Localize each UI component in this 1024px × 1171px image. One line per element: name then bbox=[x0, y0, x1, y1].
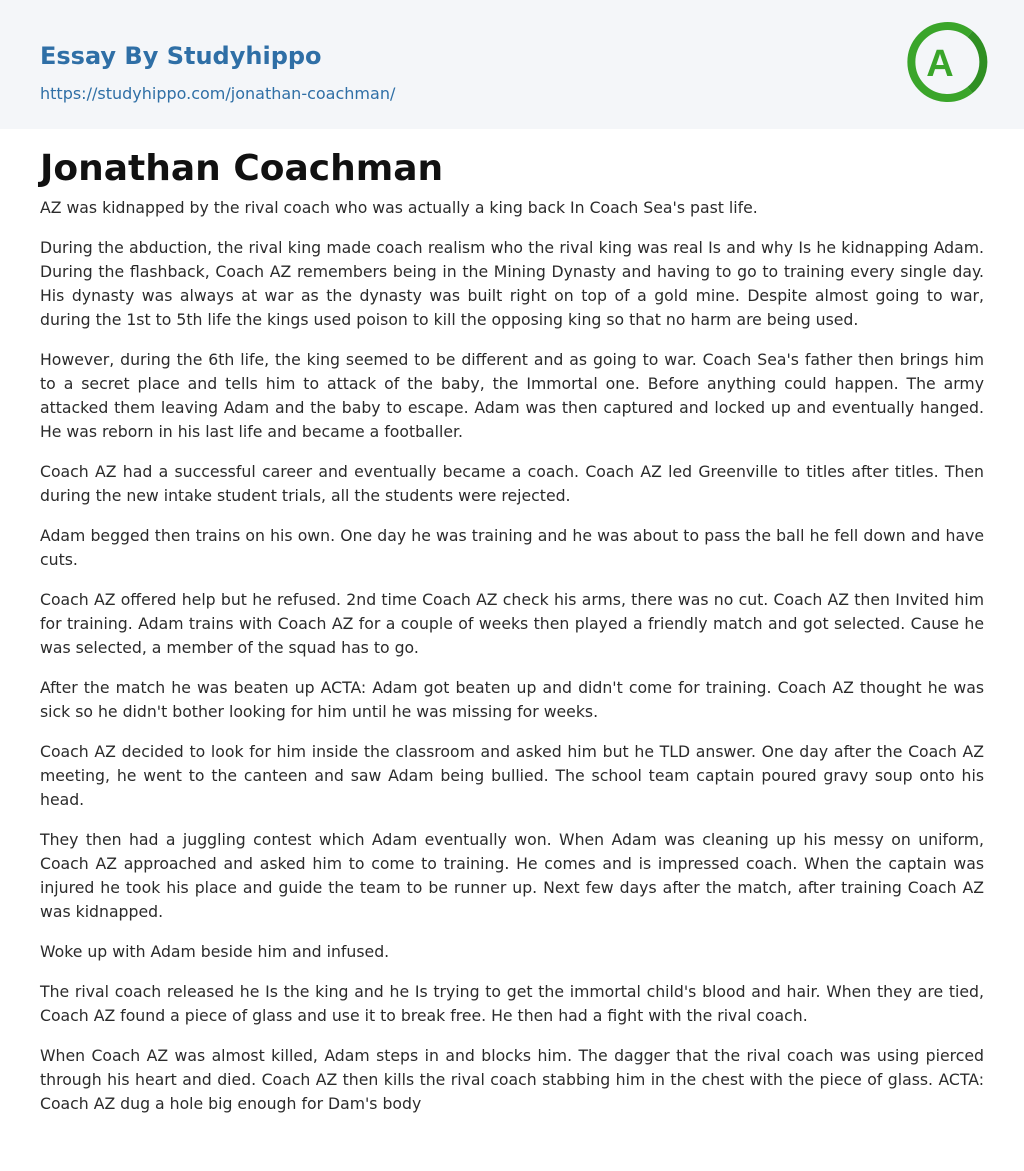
brand-title: Essay By Studyhippo bbox=[40, 42, 322, 70]
paragraph: The rival coach released he Is the king and he Is trying to get the immortal child's blood and hair. When they are tied, Coach AZ found a piece of glass and use it to break free. He then had a fight with the rival coach. bbox=[40, 982, 984, 1025]
paragraph: Coach AZ had a successful career and eventually became a coach. Coach AZ led Greenville to titles after titles. Then during the new intake student trials, all the students were rejected. bbox=[40, 462, 984, 505]
article-body bbox=[0, 129, 1024, 1116]
studyhippo-logo-icon[interactable] bbox=[904, 20, 988, 104]
paragraph: AZ was kidnapped by the rival coach who was actually a king back In Coach Sea's past life. bbox=[40, 198, 758, 217]
logo-letter: A bbox=[926, 43, 954, 85]
site-header bbox=[0, 0, 1024, 129]
paragraph: Coach AZ offered help but he refused. 2nd time Coach AZ check his arms, there was no cut. Coach AZ then Invited him for training. Adam trains with Coach AZ for a couple of weeks then played a friendly match and got selected. Cause he was selected, a member of the squad has to go. bbox=[40, 590, 984, 657]
essay-url-link[interactable]: https://studyhippo.com/jonathan-coachman/ bbox=[40, 84, 396, 103]
page-title: Jonathan Coachman bbox=[40, 148, 444, 189]
paragraph: After the match he was beaten up ACTA: Adam got beaten up and didn't come for training. Coach AZ thought he was sick so he didn't bother looking for him until he was missing for weeks. bbox=[40, 678, 984, 721]
paragraph: They then had a juggling contest which Adam eventually won. When Adam was cleaning up his messy on uniform, Coach AZ approached and asked him to come to training. He comes and is impressed coach. When the captain was injured he took his place and guide the team to be runner up. Next few days after the match, after training Coach AZ was kidnapped. bbox=[40, 830, 984, 921]
paragraph: During the abduction, the rival king made coach realism who the rival king was real Is and why Is he kidnapping Adam. During the flashback, Coach AZ remembers being in the Mining Dynasty and having to go to training every single day. His dynasty was always at war as the dynasty was built right on top of a gold mine. Despite almost going to war, during the 1st to 5th life the kings used poison to kill the opposing king so that no harm are being used. bbox=[40, 238, 984, 329]
paragraph: When Coach AZ was almost killed, Adam steps in and blocks him. The dagger that the rival coach was using pierced through his heart and died. Coach AZ then kills the rival coach stabbing him in the chest with the piece of glass. ACTA: Coach AZ dug a hole big enough for Dam's body bbox=[40, 1046, 984, 1113]
paragraph: Adam begged then trains on his own. One day he was training and he was about to pass the ball he fell down and have cuts. bbox=[40, 526, 984, 569]
paragraph: However, during the 6th life, the king seemed to be different and as going to war. Coach Sea's father then brings him to a secret place and tells him to attack of the baby, the Immortal one. Before anything could happen. The army attacked them leaving Adam and the baby to escape. Adam was then captured and locked up and eventually hanged. He was reborn in his last life and became a footballer. bbox=[40, 350, 984, 441]
paragraph: Coach AZ decided to look for him inside the classroom and asked him but he TLD answer. One day after the Coach AZ meeting, he went to the canteen and saw Adam being bullied. The school team captain poured gravy soup onto his head. bbox=[40, 742, 984, 809]
paragraph: Woke up with Adam beside him and infused. bbox=[40, 942, 390, 961]
